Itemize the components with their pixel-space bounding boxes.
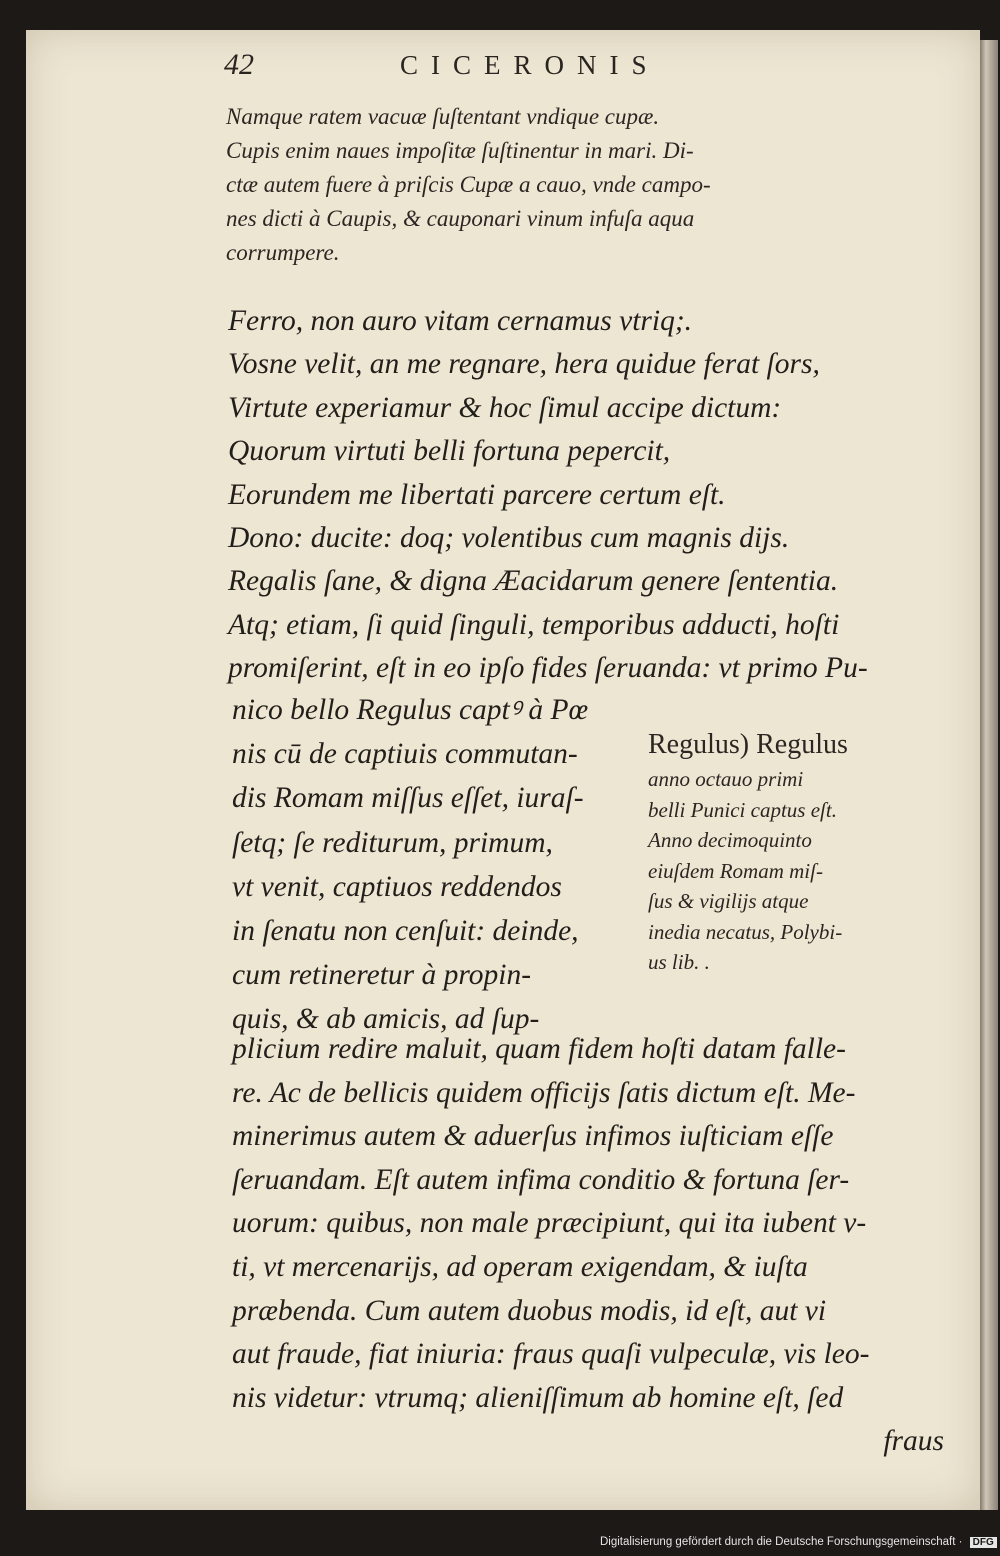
- text-line: nis videtur: vtrumq; alieniſſimum ab homine eſt, ſed: [232, 1381, 844, 1414]
- side-note-line: eiuſdem Romam miſ-: [648, 858, 823, 883]
- dfg-logo: DFG: [970, 1537, 997, 1548]
- text-line: promiſerint, eſt in eo ipſo fides ſeruanda: vt primo Pu-: [228, 652, 868, 685]
- text-line: præbenda. Cum autem duobus modis, id eſt, aut vi: [232, 1294, 827, 1327]
- text-line: nis cū de captiuis commutan-: [232, 738, 578, 771]
- continued-text: [232, 1028, 952, 1464]
- text-line: Virtute experiamur & hoc ſimul accipe dictum:: [228, 391, 782, 424]
- text-line: Eorundem me libertati parcere certum eſt.: [228, 478, 726, 511]
- text-line: ti, vt mercenarijs, ad operam exigendam, & iuſta: [232, 1250, 808, 1283]
- text-line: Quorum virtuti belli fortuna pepercit,: [228, 435, 671, 468]
- text-line: dis Romam miſſus eſſet, iuraſ-: [232, 782, 584, 815]
- text-line: Ferro, non auro vitam cernamus vtriq;.: [228, 305, 693, 337]
- catchword: fraus: [883, 1425, 944, 1458]
- running-title: CICERONIS: [400, 50, 660, 80]
- commentary-note: [226, 100, 946, 270]
- side-note-line: belli Punici captus eſt.: [648, 797, 837, 822]
- side-note-heading: Regulus) Regulus: [648, 729, 848, 760]
- text-line: quis, & ab amicis, ad ſup-: [232, 1003, 540, 1036]
- side-note: [648, 726, 948, 978]
- footer-credit: Digitalisierung gefördert durch die Deutsche Forschungsgemeinschaft ·: [600, 1536, 963, 1548]
- text-line: ſeruandam. Eſt autem infima conditio & fortuna ſer-: [232, 1163, 850, 1196]
- note-line: ctæ autem fuere à priſcis Cupæ a cauo, vnde campo-: [226, 172, 711, 197]
- text-line: Dono: ducite: doq; volentibus cum magnis dijs.: [228, 522, 790, 555]
- narrow-text-column: [232, 688, 622, 1042]
- text-line: ſetq; ſe rediturum, primum,: [232, 826, 553, 859]
- note-line: corrumpere.: [226, 240, 340, 265]
- side-note-line: us lib. .: [648, 950, 710, 974]
- text-line: Atq; etiam, ſi quid ſinguli, temporibus adducti, hoſti: [228, 608, 840, 641]
- text-line: Vosne velit, an me regnare, hera quidue ferat ſors,: [228, 348, 820, 381]
- text-line: nico bello Regulus captꝰ à Pœ: [232, 694, 589, 726]
- text-line: in ſenatu non cenſuit: deinde,: [232, 915, 579, 948]
- text-line: plicium redire maluit, quam fidem hoſti datam falle-: [232, 1033, 846, 1065]
- text-line: uorum: quibus, non male præcipiunt, qui ita iubent v-: [232, 1207, 867, 1240]
- note-line: Namque ratem vacuæ ſuſtentant vndique cupæ.: [226, 104, 660, 129]
- side-note-line: ſus & vigilijs atque: [648, 889, 809, 913]
- side-note-line: inedia necatus, Polybi-: [648, 919, 843, 944]
- text-line: aut fraude, fiat iniuria: fraus quaſi vulpeculæ, vis leo-: [232, 1338, 870, 1371]
- text-line: cum retineretur à propin-: [232, 959, 532, 992]
- main-text: [228, 300, 948, 691]
- note-line: Cupis enim naues impoſitæ ſuſtinentur in mari. Di-: [226, 138, 694, 163]
- running-head: [224, 48, 944, 84]
- note-line: nes dicti à Caupis, & cauponari vinum infuſa aqua: [226, 206, 695, 231]
- side-note-line: anno octauo primi: [648, 767, 804, 791]
- page-number: 42: [224, 48, 254, 81]
- text-line: vt venit, captiuos reddendos: [232, 870, 562, 903]
- text-line: minerimus autem & aduerſus infimos iuſticiam eſſe: [232, 1120, 834, 1153]
- side-note-line: Anno decimoquinto: [648, 828, 812, 852]
- text-line: re. Ac de bellicis quidem officijs ſatis dictum eſt. Me-: [232, 1076, 856, 1109]
- text-line: Regalis ſane, & digna Æacidarum genere ſententia.: [228, 565, 839, 598]
- digitization-footer: [600, 1536, 994, 1554]
- page-edge: [978, 40, 998, 1510]
